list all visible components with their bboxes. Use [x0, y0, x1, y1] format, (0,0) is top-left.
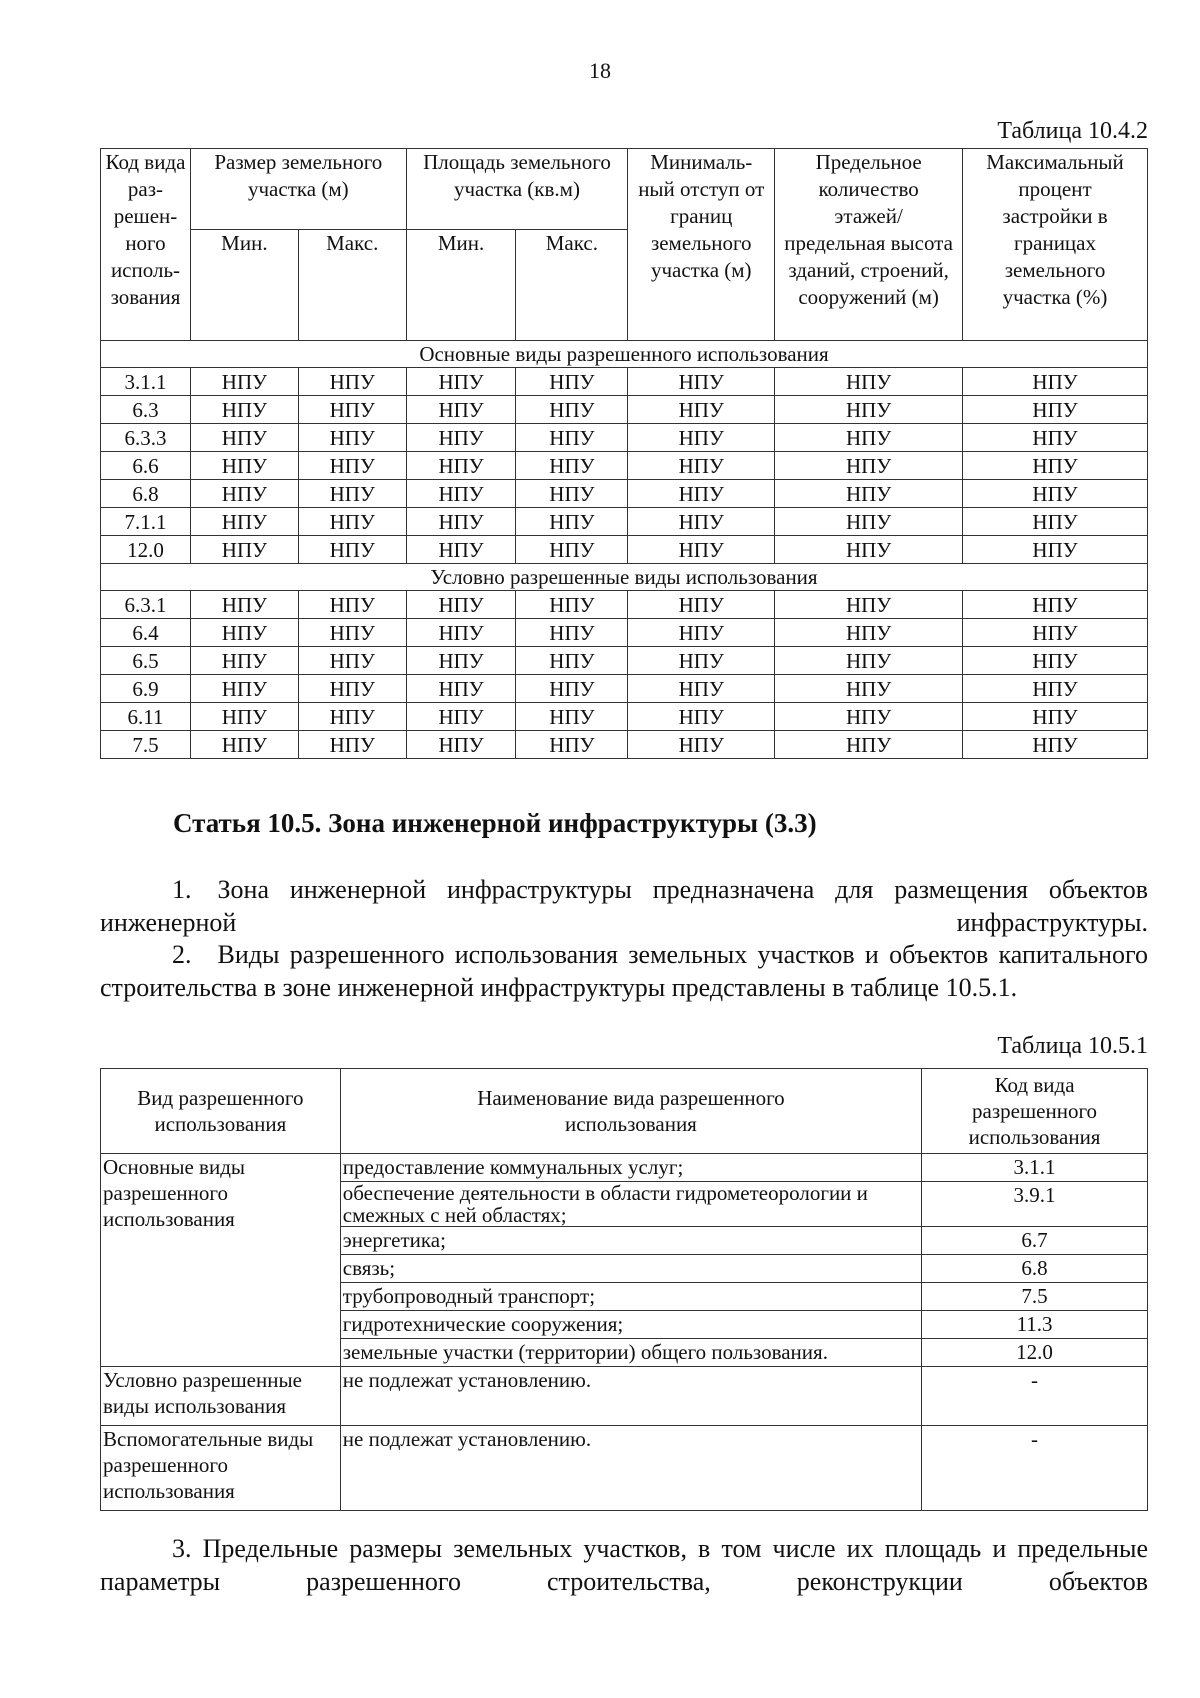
header-area-max: Макс. — [516, 230, 628, 341]
row-value: НПУ — [190, 424, 298, 452]
table-row — [101, 424, 1148, 452]
paragraph-3 — [100, 1532, 1148, 1598]
row-value: НПУ — [963, 675, 1148, 703]
row-value: НПУ — [190, 619, 298, 647]
row-value: НПУ — [516, 368, 628, 396]
row-value: НПУ — [298, 619, 406, 647]
row-value: НПУ — [298, 703, 406, 731]
row-name: трубопроводный транспорт; — [340, 1283, 921, 1311]
row-value: НПУ — [298, 675, 406, 703]
row-value: НПУ — [963, 480, 1148, 508]
row-value: НПУ — [516, 424, 628, 452]
row-value: НПУ — [775, 675, 963, 703]
row-value: НПУ — [628, 647, 775, 675]
row-code: 6.8 — [101, 480, 191, 508]
row-value: НПУ — [406, 731, 516, 759]
table-row — [101, 591, 1148, 619]
row-value: НПУ — [298, 647, 406, 675]
row-code: 6.7 — [922, 1227, 1148, 1255]
table-row — [101, 508, 1148, 536]
row-value: НПУ — [963, 731, 1148, 759]
table-row — [101, 675, 1148, 703]
row-value: НПУ — [628, 591, 775, 619]
row-code: 12.0 — [101, 536, 191, 564]
row-value: НПУ — [775, 480, 963, 508]
row-value: НПУ — [628, 675, 775, 703]
row-value: НПУ — [190, 703, 298, 731]
row-value: НПУ — [516, 703, 628, 731]
row-code: 6.3 — [101, 396, 191, 424]
header-coverage: Максимальный процент застройки в границах земельного участка (%) — [963, 149, 1148, 341]
row-code: 6.3.1 — [101, 591, 191, 619]
row-value: НПУ — [775, 424, 963, 452]
row-name: земельные участки (территории) общего пользования. — [340, 1339, 921, 1367]
header-size-max: Макс. — [298, 230, 406, 341]
row-value: НПУ — [406, 647, 516, 675]
row-value: НПУ — [516, 452, 628, 480]
row-name: гидротехнические сооружения; — [340, 1311, 921, 1339]
header-setback: Минималь- ный отступ от границ земельного участка (м) — [628, 149, 775, 341]
row-kind: Условно разрешенные виды использования — [101, 1367, 341, 1426]
row-value: НПУ — [516, 591, 628, 619]
row-value: НПУ — [406, 480, 516, 508]
row-value: НПУ — [628, 396, 775, 424]
row-name: не подлежат установлению. — [340, 1367, 921, 1426]
row-value: НПУ — [963, 508, 1148, 536]
row-value: НПУ — [298, 731, 406, 759]
row-value: НПУ — [628, 731, 775, 759]
row-value: НПУ — [963, 703, 1148, 731]
header-size: Размер земельного участка (м) — [190, 149, 406, 230]
row-value: НПУ — [190, 452, 298, 480]
row-value: НПУ — [963, 452, 1148, 480]
limits-table — [100, 148, 1148, 759]
row-value: НПУ — [190, 396, 298, 424]
table-row — [101, 536, 1148, 564]
row-value: НПУ — [628, 480, 775, 508]
row-value: НПУ — [775, 396, 963, 424]
row-value: НПУ — [628, 619, 775, 647]
row-value: НПУ — [190, 480, 298, 508]
row-code: 3.1.1 — [922, 1154, 1148, 1182]
header-size-min: Мин. — [190, 230, 298, 341]
row-value: НПУ — [628, 452, 775, 480]
row-value: НПУ — [516, 536, 628, 564]
row-code: 6.5 — [101, 647, 191, 675]
row-value: НПУ — [298, 536, 406, 564]
row-code: 3.1.1 — [101, 368, 191, 396]
row-code: 6.8 — [922, 1255, 1148, 1283]
row-value: НПУ — [406, 591, 516, 619]
header-area: Площадь земельного участка (кв.м) — [406, 149, 628, 230]
row-name: обеспечение деятельности в области гидрометеорологии и смежных с ней областях; — [340, 1182, 921, 1227]
row-value: НПУ — [190, 536, 298, 564]
row-value: НПУ — [963, 536, 1148, 564]
row-value: НПУ — [298, 591, 406, 619]
table-caption: Таблица 10.4.2 — [997, 118, 1148, 144]
row-value: НПУ — [406, 368, 516, 396]
row-value: НПУ — [963, 619, 1148, 647]
table-row — [101, 480, 1148, 508]
row-value: НПУ — [963, 396, 1148, 424]
row-kind: Основные виды разрешенного использования — [101, 1154, 341, 1367]
row-value: НПУ — [628, 536, 775, 564]
row-value: НПУ — [406, 703, 516, 731]
row-value: НПУ — [628, 703, 775, 731]
row-value: НПУ — [190, 647, 298, 675]
row-value: НПУ — [516, 675, 628, 703]
row-value: НПУ — [775, 508, 963, 536]
table-section-row: Условно разрешенные виды использования — [101, 564, 1148, 591]
table-row — [101, 396, 1148, 424]
row-value: НПУ — [775, 536, 963, 564]
table-row — [101, 619, 1148, 647]
row-value: НПУ — [406, 536, 516, 564]
header-code: Код вида разрешенного использования — [922, 1069, 1148, 1154]
row-name: энергетика; — [340, 1227, 921, 1255]
row-name: не подлежат установлению. — [340, 1426, 921, 1511]
row-value: НПУ — [775, 452, 963, 480]
table-row — [101, 731, 1148, 759]
row-value: НПУ — [406, 675, 516, 703]
table-row — [101, 452, 1148, 480]
row-code: - — [922, 1426, 1148, 1511]
row-name: предоставление коммунальных услуг; — [340, 1154, 921, 1182]
row-value: НПУ — [406, 452, 516, 480]
row-value: НПУ — [516, 619, 628, 647]
row-code: 7.1.1 — [101, 508, 191, 536]
article-heading: Статья 10.5. Зона инженерной инфраструктуры (3.3) — [173, 808, 817, 838]
row-value: НПУ — [516, 480, 628, 508]
row-value: НПУ — [775, 647, 963, 675]
row-code: - — [922, 1367, 1148, 1426]
row-value: НПУ — [190, 675, 298, 703]
row-value: НПУ — [628, 368, 775, 396]
row-code: 3.9.1 — [922, 1182, 1148, 1227]
row-value: НПУ — [298, 396, 406, 424]
row-value: НПУ — [963, 424, 1148, 452]
table-row — [101, 1367, 1148, 1426]
row-value: НПУ — [516, 647, 628, 675]
row-value: НПУ — [298, 452, 406, 480]
row-value: НПУ — [516, 731, 628, 759]
table-row — [101, 647, 1148, 675]
row-value: НПУ — [298, 508, 406, 536]
paragraph-1-text: 1. Зона инженерной инфраструктуры предназначена для размещения объектов инженерной инфраструктуры. — [100, 875, 1148, 937]
row-value: НПУ — [628, 508, 775, 536]
row-code: 11.3 — [922, 1311, 1148, 1339]
row-code: 6.4 — [101, 619, 191, 647]
row-code: 6.9 — [101, 675, 191, 703]
row-value: НПУ — [406, 396, 516, 424]
row-value: НПУ — [190, 508, 298, 536]
row-value: НПУ — [406, 424, 516, 452]
row-code: 6.6 — [101, 452, 191, 480]
row-value: НПУ — [298, 368, 406, 396]
row-value: НПУ — [775, 731, 963, 759]
row-value: НПУ — [628, 424, 775, 452]
row-value: НПУ — [775, 368, 963, 396]
paragraph-1 — [100, 873, 1148, 939]
paragraph-3-text: 3. Предельные размеры земельных участков, в том числе их площадь и предельные параметры разрешенного строительства, реконструкции объектов — [100, 1534, 1148, 1596]
row-value: НПУ — [775, 591, 963, 619]
paragraph-2-text: 2. Виды разрешенного использования земельных участков и объектов капитального строительства в зоне инженерной инфраструктуры представлены в таблице 10.5.1. — [100, 940, 1148, 1002]
row-kind: Вспомогательные виды разрешенного использования — [101, 1426, 341, 1511]
header-name: Наименование вида разрешенного использования — [340, 1069, 921, 1154]
header-code: Код вида раз- решен- ного исполь- зования — [101, 149, 191, 341]
row-value: НПУ — [516, 396, 628, 424]
row-value: НПУ — [190, 731, 298, 759]
row-code: 6.3.3 — [101, 424, 191, 452]
table-row — [101, 703, 1148, 731]
row-value: НПУ — [406, 508, 516, 536]
table-row — [101, 368, 1148, 396]
row-value: НПУ — [298, 480, 406, 508]
header-floors: Предельное количество этажей/ предельная высота зданий, строений, сооружений (м) — [775, 149, 963, 341]
table-row — [101, 1154, 1148, 1182]
header-area-min: Мин. — [406, 230, 516, 341]
row-value: НПУ — [516, 508, 628, 536]
page-number: 18 — [589, 58, 611, 83]
row-value: НПУ — [190, 368, 298, 396]
row-code: 12.0 — [922, 1339, 1148, 1367]
row-value: НПУ — [298, 424, 406, 452]
paragraph-2 — [100, 938, 1148, 1004]
row-value: НПУ — [963, 647, 1148, 675]
row-value: НПУ — [190, 591, 298, 619]
row-value: НПУ — [963, 368, 1148, 396]
table-caption: Таблица 10.5.1 — [997, 1033, 1148, 1059]
row-code: 7.5 — [101, 731, 191, 759]
row-value: НПУ — [775, 703, 963, 731]
table-row — [101, 1426, 1148, 1511]
row-code: 6.11 — [101, 703, 191, 731]
row-code: 7.5 — [922, 1283, 1148, 1311]
row-value: НПУ — [963, 591, 1148, 619]
permitted-uses-table — [100, 1068, 1148, 1511]
table-section-row: Основные виды разрешенного использования — [101, 341, 1148, 368]
row-value: НПУ — [775, 619, 963, 647]
header-kind: Вид разрешенного использования — [101, 1069, 341, 1154]
row-name: связь; — [340, 1255, 921, 1283]
row-value: НПУ — [406, 619, 516, 647]
